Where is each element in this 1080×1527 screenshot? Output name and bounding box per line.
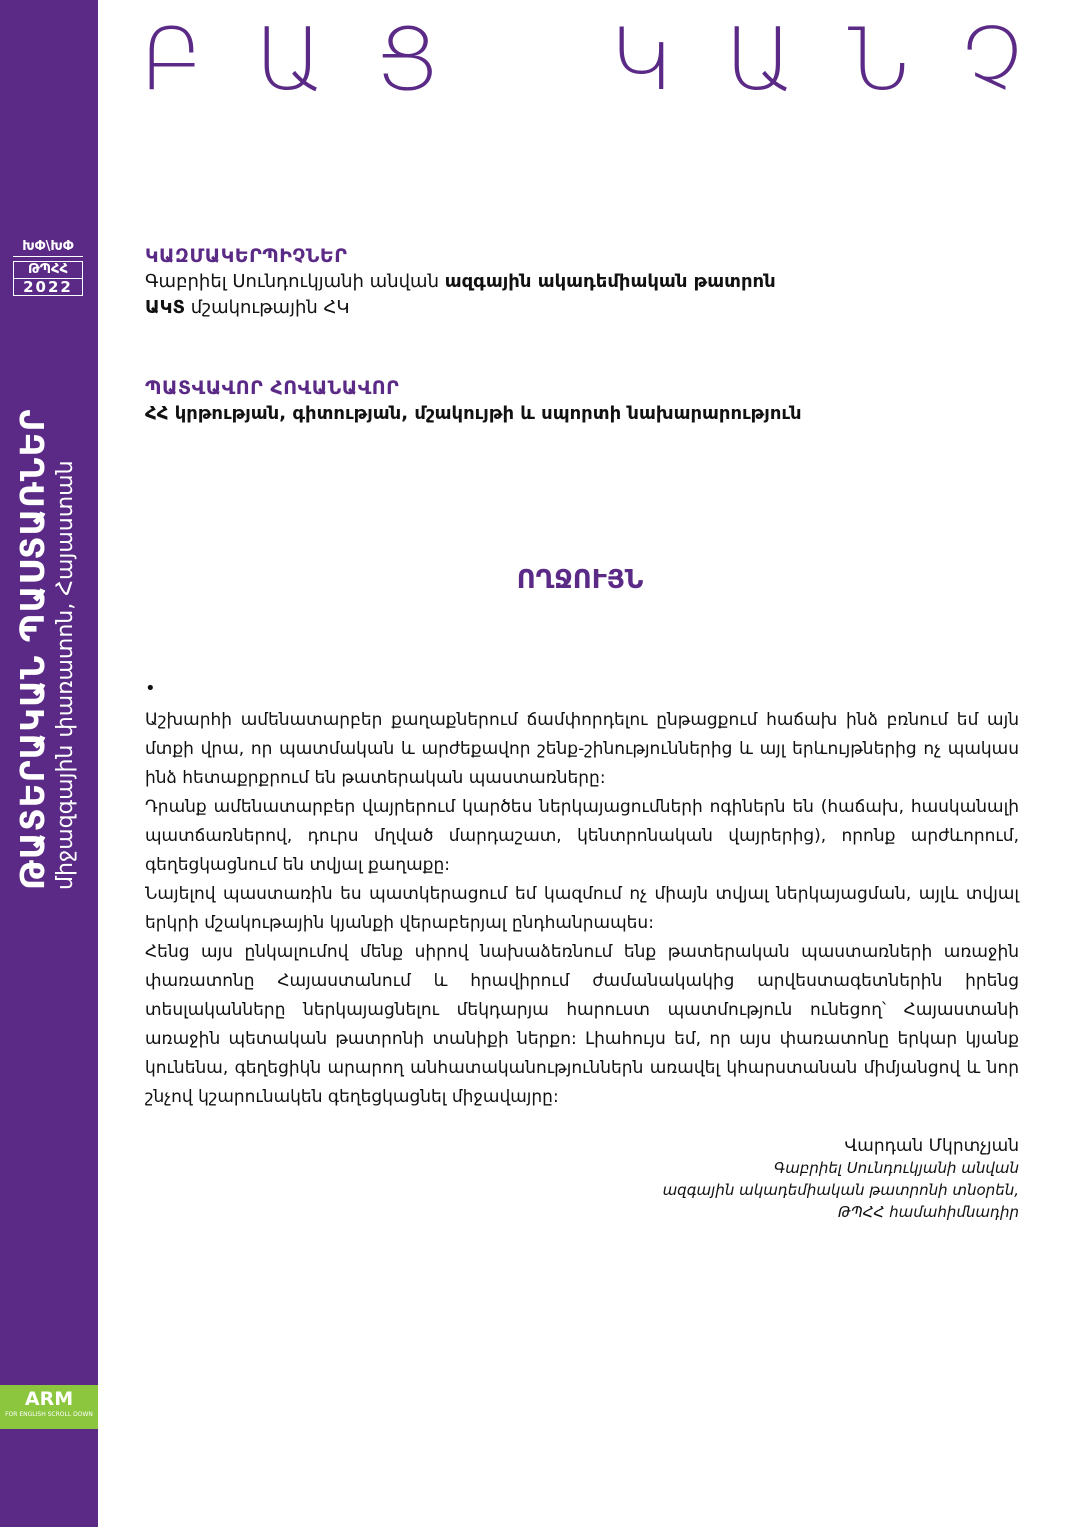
vertical-subtitle: միջազգային փառատոն, Հայաստան: [53, 460, 78, 890]
page-title: [140, 10, 1040, 110]
festival-logo: [13, 238, 83, 308]
organizers-heading: ԿԱԶՄԱԿԵՐՊԻՉՆԵՐ: [145, 245, 348, 267]
organizers-line-1-bold: ազգային ակադեմիական թատրոն: [444, 271, 776, 292]
signature-role-1: Գաբրիել Սունդուկյանի անվան: [773, 1159, 1019, 1177]
signature-role-2: ազգային ակադեմիական թատրոնի տնօրեն,: [662, 1181, 1019, 1199]
organizers-line-2-bold: ԱԿՏ: [145, 297, 185, 318]
greeting-paragraph: Դրանք ամենատարբեր վայրերում կարծես ներկայացումների ոգիներն են (հաճախ, հասկանալի պատճառներով, դուրս մղված մարդաշատ, կենտրոնական վայրերից), որոնք արժևորում, գեղեցկացնում են տվյալ քաղաքը:: [145, 797, 1019, 875]
title-letter: Բ: [140, 10, 205, 110]
organizers-section: [145, 243, 1045, 321]
vertical-title: ԹԱՏԵՐԱԿԱՆ ՊԱՍՏԱՌՆԵՐ: [13, 408, 52, 890]
greeting-paragraph: Հենց այս ընկալումով մենք սիրով նախաձեռնում ենք թատերական պաստառների առաջին փառատոնը Հայաստանում և հրավիրում ժամանակակից արվեստագետներին իրենց տեսլականները ներկայացնելու մեկդարյա հարուստ պատմություն ունեցող՝ Հայաստանի առաջին պետական թատրոնի տանիքի ներքո: Լիահույս եմ, որ այս փառատոնը երկար կյանք կունենա, գեղեցիկն արարող անհատականություններն առավել կհարստանան միմյանցով և նոր շնչով կշարունակեն գեղեցկացնել միջավայրը:: [145, 942, 1019, 1107]
signature-block: [663, 1135, 1019, 1223]
title-letter: Ա: [725, 10, 794, 110]
language-badge-note: FOR ENGLISH SCROLL DOWN: [5, 1411, 93, 1418]
greeting-paragraph: Աշխարհի ամենատարբեր քաղաքներում ճամփորդելու ընթացքում հաճախ ինձ բռնում եմ այն մտքի վրա, որ պատմական և արժեքավոր շենք-շինություններից և այլ երևույթներից ոչ պակաս ինձ հետաքրքրում են թատերական պաստառները:: [145, 710, 1019, 788]
language-badge-label: ARM: [24, 1388, 74, 1410]
logo-abbrev: ԹՊՀՀ: [13, 261, 83, 279]
sidebar: [0, 0, 98, 1527]
patron-section: [145, 375, 1045, 427]
logo-year: 2022: [13, 279, 83, 296]
patron-line: ՀՀ կրթության, գիտության, մշակույթի և սպորտի նախարարություն: [145, 403, 802, 424]
organizers-line-2-rest: մշակութային ՀԿ: [184, 297, 350, 318]
organizers-line-2: [145, 295, 1045, 321]
title-letter: Ց: [376, 10, 439, 110]
greeting-title: ՈՂՋՈՒՅՆ: [516, 565, 644, 595]
signature-name: Վարդան Մկրտչյան: [844, 1136, 1019, 1156]
logo-glyphs: ԽՓ\ԽՓ: [13, 238, 83, 257]
language-badge[interactable]: [0, 1385, 98, 1429]
organizers-line-1: [145, 269, 1045, 295]
signature-role-3: ԹՊՀՀ համահիմնադիր: [838, 1203, 1019, 1221]
bullet-mark: •: [145, 678, 156, 699]
greeting-body: [145, 706, 1019, 1112]
title-letter: Ն: [846, 10, 911, 110]
title-letter: Կ: [610, 10, 674, 110]
organizers-line-1-prefix: Գաբրիել Սունդուկյանի անվան: [145, 271, 445, 292]
title-letter: Չ: [960, 10, 1024, 110]
greeting-paragraph: Նայելով պաստառին ես պատկերացում եմ կազմում ոչ միայն տվյալ ներկայացման, այլև տվյալ երկրի մշակութային կյանքի վերաբերյալ ընդհանրապես:: [145, 884, 1019, 933]
title-letter: Ա: [255, 10, 324, 110]
vertical-festival-title: [14, 360, 84, 890]
patron-heading: ՊԱՏՎԱՎՈՐ ՀՈՎԱՆԱՎՈՐ: [145, 377, 400, 399]
